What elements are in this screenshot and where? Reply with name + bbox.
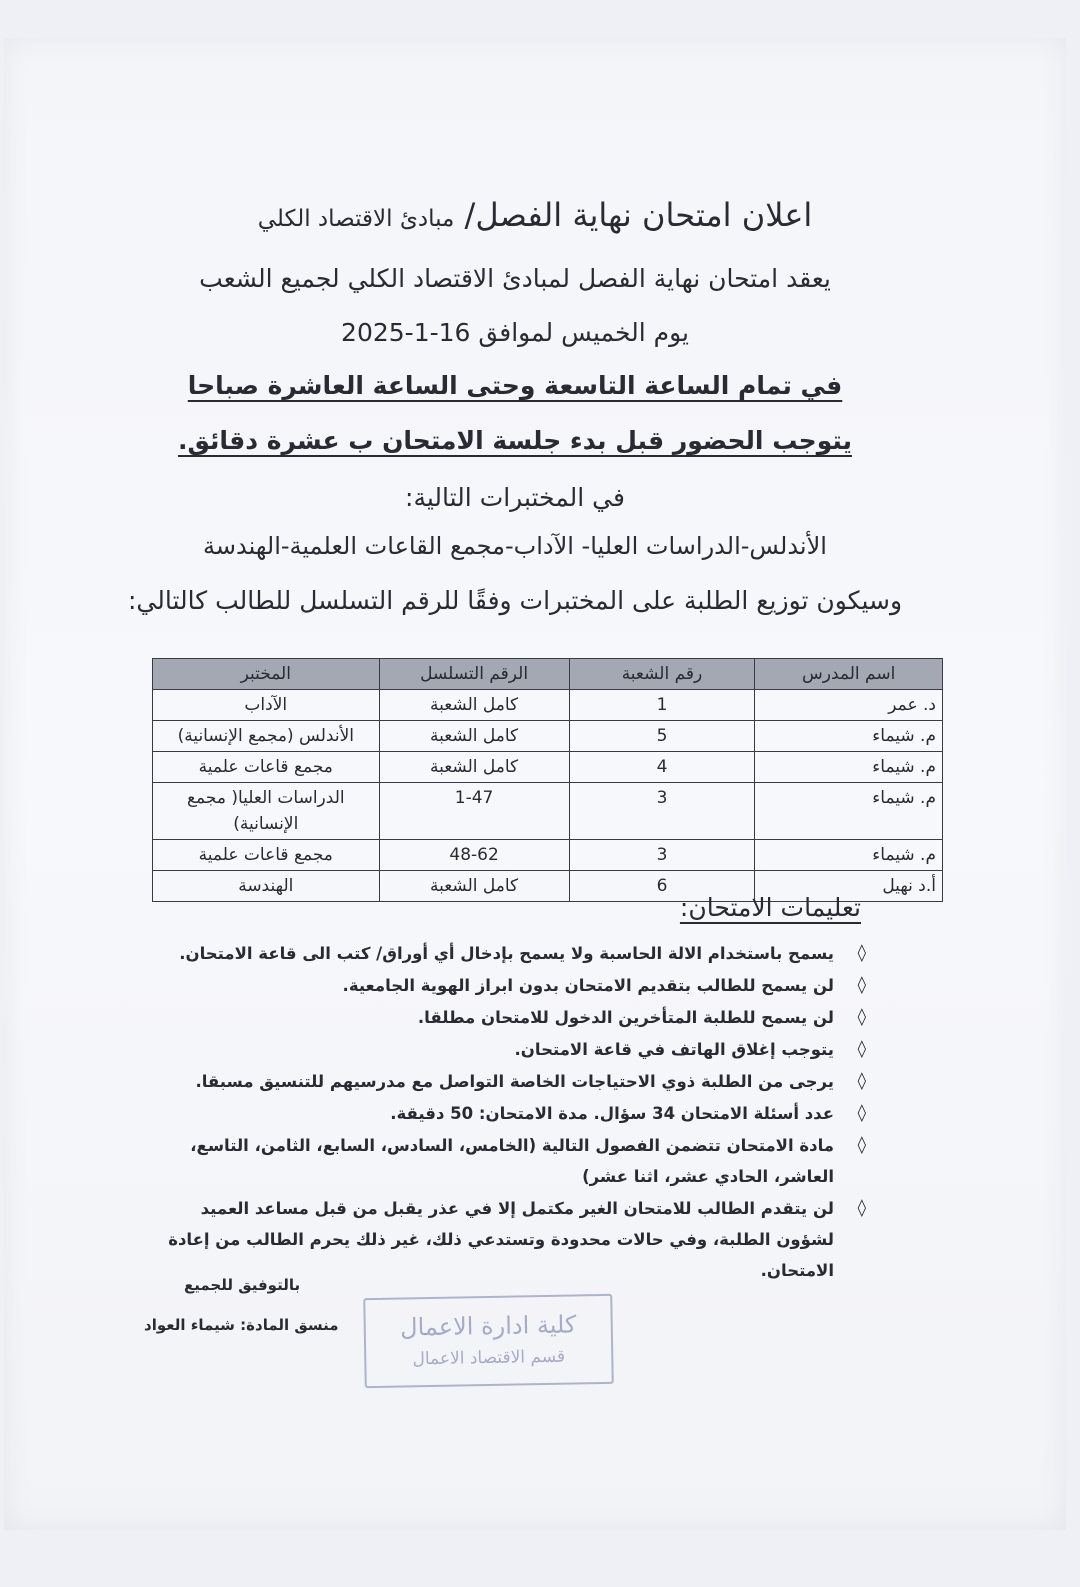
instruction-text: عدد أسئلة الامتحان 34 سؤال. مدة الامتحان: 50 دقيقة. bbox=[390, 1104, 834, 1123]
cell-section: 3 bbox=[569, 840, 755, 871]
table-row bbox=[153, 690, 943, 721]
cell-instructor: م. شيماء bbox=[755, 783, 943, 840]
labs-list: الأندلس-الدراسات العليا- الآداب-مجمع القاعات العلمية-الهندسة bbox=[203, 532, 827, 560]
cell-instructor: م. شيماء bbox=[755, 721, 943, 752]
cell-serial: كامل الشعبة bbox=[379, 690, 569, 721]
list-item bbox=[166, 938, 866, 969]
diamond-bullet-icon: ◊ bbox=[857, 943, 866, 963]
exam-intro: يعقد امتحان نهاية الفصل لمبادئ الاقتصاد الكلي لجميع الشعب bbox=[199, 264, 831, 293]
table-row bbox=[153, 752, 943, 783]
exam-time-text: في تمام الساعة التاسعة وحتى الساعة العاشرة صباحا bbox=[187, 371, 843, 400]
list-item bbox=[166, 1098, 866, 1129]
table-header-row bbox=[153, 659, 943, 690]
cell-instructor: أ.د نهيل bbox=[755, 871, 943, 902]
cell-lab: الأندلس (مجمع الإنسانية) bbox=[153, 721, 380, 752]
list-item bbox=[166, 1193, 866, 1286]
header-instructor: اسم المدرس bbox=[755, 659, 943, 690]
cell-section: 1 bbox=[569, 690, 755, 721]
title-main: اعلان امتحان نهاية الفصل/ bbox=[464, 196, 813, 234]
diamond-bullet-icon: ◊ bbox=[857, 1007, 866, 1027]
document-sheet bbox=[4, 38, 1066, 1530]
instruction-text: لن يسمح للطلبة المتأخرين الدخول للامتحان مطلقا. bbox=[417, 1008, 834, 1027]
instructions-heading: تعليمات الامتحان: bbox=[679, 893, 861, 922]
exam-time bbox=[4, 371, 1066, 400]
diamond-bullet-icon: ◊ bbox=[857, 1039, 866, 1059]
department-stamp bbox=[363, 1294, 614, 1388]
cell-lab: الدراسات العليا( مجمع الإنسانية) bbox=[153, 783, 380, 840]
table-row bbox=[153, 783, 943, 840]
list-item bbox=[166, 1034, 866, 1065]
cell-section: 3 bbox=[569, 783, 755, 840]
cell-serial: 48-62 bbox=[379, 840, 569, 871]
table-row bbox=[153, 840, 943, 871]
header-lab: المختبر bbox=[153, 659, 380, 690]
header-section: رقم الشعبة bbox=[569, 659, 755, 690]
cell-lab: مجمع قاعات علمية bbox=[153, 752, 380, 783]
labs-intro: في المختبرات التالية: bbox=[405, 483, 625, 512]
document-title bbox=[4, 196, 1066, 234]
closing-wish: بالتوفيق للجميع bbox=[184, 1276, 301, 1294]
list-item bbox=[166, 1002, 866, 1033]
diamond-bullet-icon: ◊ bbox=[857, 1135, 866, 1155]
cell-instructor: م. شيماء bbox=[755, 840, 943, 871]
course-coordinator: منسق المادة: شيماء العواد bbox=[144, 1316, 339, 1334]
attendance-note bbox=[4, 426, 1066, 455]
stamp-line-1: كلية ادارة الاعمال bbox=[399, 1310, 577, 1342]
lab-distribution-table bbox=[152, 658, 943, 902]
diamond-bullet-icon: ◊ bbox=[857, 1071, 866, 1091]
stamp-line-2: قسم الاقتصاد الاعمال bbox=[412, 1346, 566, 1370]
diamond-bullet-icon: ◊ bbox=[857, 1103, 866, 1123]
list-item bbox=[166, 1066, 866, 1097]
list-item bbox=[166, 1130, 866, 1192]
cell-lab: مجمع قاعات علمية bbox=[153, 840, 380, 871]
header-serial: الرقم التسلسل bbox=[379, 659, 569, 690]
cell-serial: كامل الشعبة bbox=[379, 752, 569, 783]
cell-instructor: د. عمر bbox=[755, 690, 943, 721]
diamond-bullet-icon: ◊ bbox=[857, 1198, 866, 1218]
title-subject: مبادئ الاقتصاد الكلي bbox=[257, 206, 455, 232]
table-row bbox=[153, 721, 943, 752]
cell-section: 4 bbox=[569, 752, 755, 783]
cell-serial: كامل الشعبة bbox=[379, 721, 569, 752]
attendance-note-text: يتوجب الحضور قبل بدء جلسة الامتحان ب عشرة دقائق. bbox=[178, 426, 852, 455]
cell-lab: الهندسة bbox=[153, 871, 380, 902]
cell-lab: الآداب bbox=[153, 690, 380, 721]
cell-serial: كامل الشعبة bbox=[379, 871, 569, 902]
cell-instructor: م. شيماء bbox=[755, 752, 943, 783]
exam-date: يوم الخميس لموافق 16-1-2025 bbox=[341, 318, 689, 347]
instruction-text: لن يتقدم الطالب للامتحان الغير مكتمل إلا في عذر يقبل من قبل مساعد العميد لشؤون الطلبة، وفي حالات محدودة وتستدعي ذلك، غير ذلك يحرم الطالب من إعادة الامتحان. bbox=[168, 1199, 834, 1280]
distribution-note: وسيكون توزيع الطلبة على المختبرات وفقًا للرقم التسلسل للطالب كالتالي: bbox=[127, 586, 903, 615]
list-item bbox=[166, 970, 866, 1001]
instruction-text: يسمح باستخدام الالة الحاسبة ولا يسمح بإدخال أي أوراق/ كتب الى قاعة الامتحان. bbox=[179, 944, 834, 963]
instruction-text: لن يسمح للطالب بتقديم الامتحان بدون ابراز الهوية الجامعية. bbox=[342, 976, 834, 995]
cell-section: 6 bbox=[569, 871, 755, 902]
instructions-list bbox=[166, 938, 866, 1287]
instruction-text: يرجى من الطلبة ذوي الاحتياجات الخاصة التواصل مع مدرسيهم للتنسيق مسبقا. bbox=[195, 1072, 834, 1091]
instruction-text: مادة الامتحان تتضمن الفصول التالية (الخامس، السادس، السابع، الثامن، التاسع، العاشر، الحادي عشر، اثنا عشر) bbox=[190, 1136, 834, 1186]
diamond-bullet-icon: ◊ bbox=[857, 975, 866, 995]
cell-serial: 1-47 bbox=[379, 783, 569, 840]
instruction-text: يتوجب إغلاق الهاتف في قاعة الامتحان. bbox=[514, 1040, 834, 1059]
cell-section: 5 bbox=[569, 721, 755, 752]
